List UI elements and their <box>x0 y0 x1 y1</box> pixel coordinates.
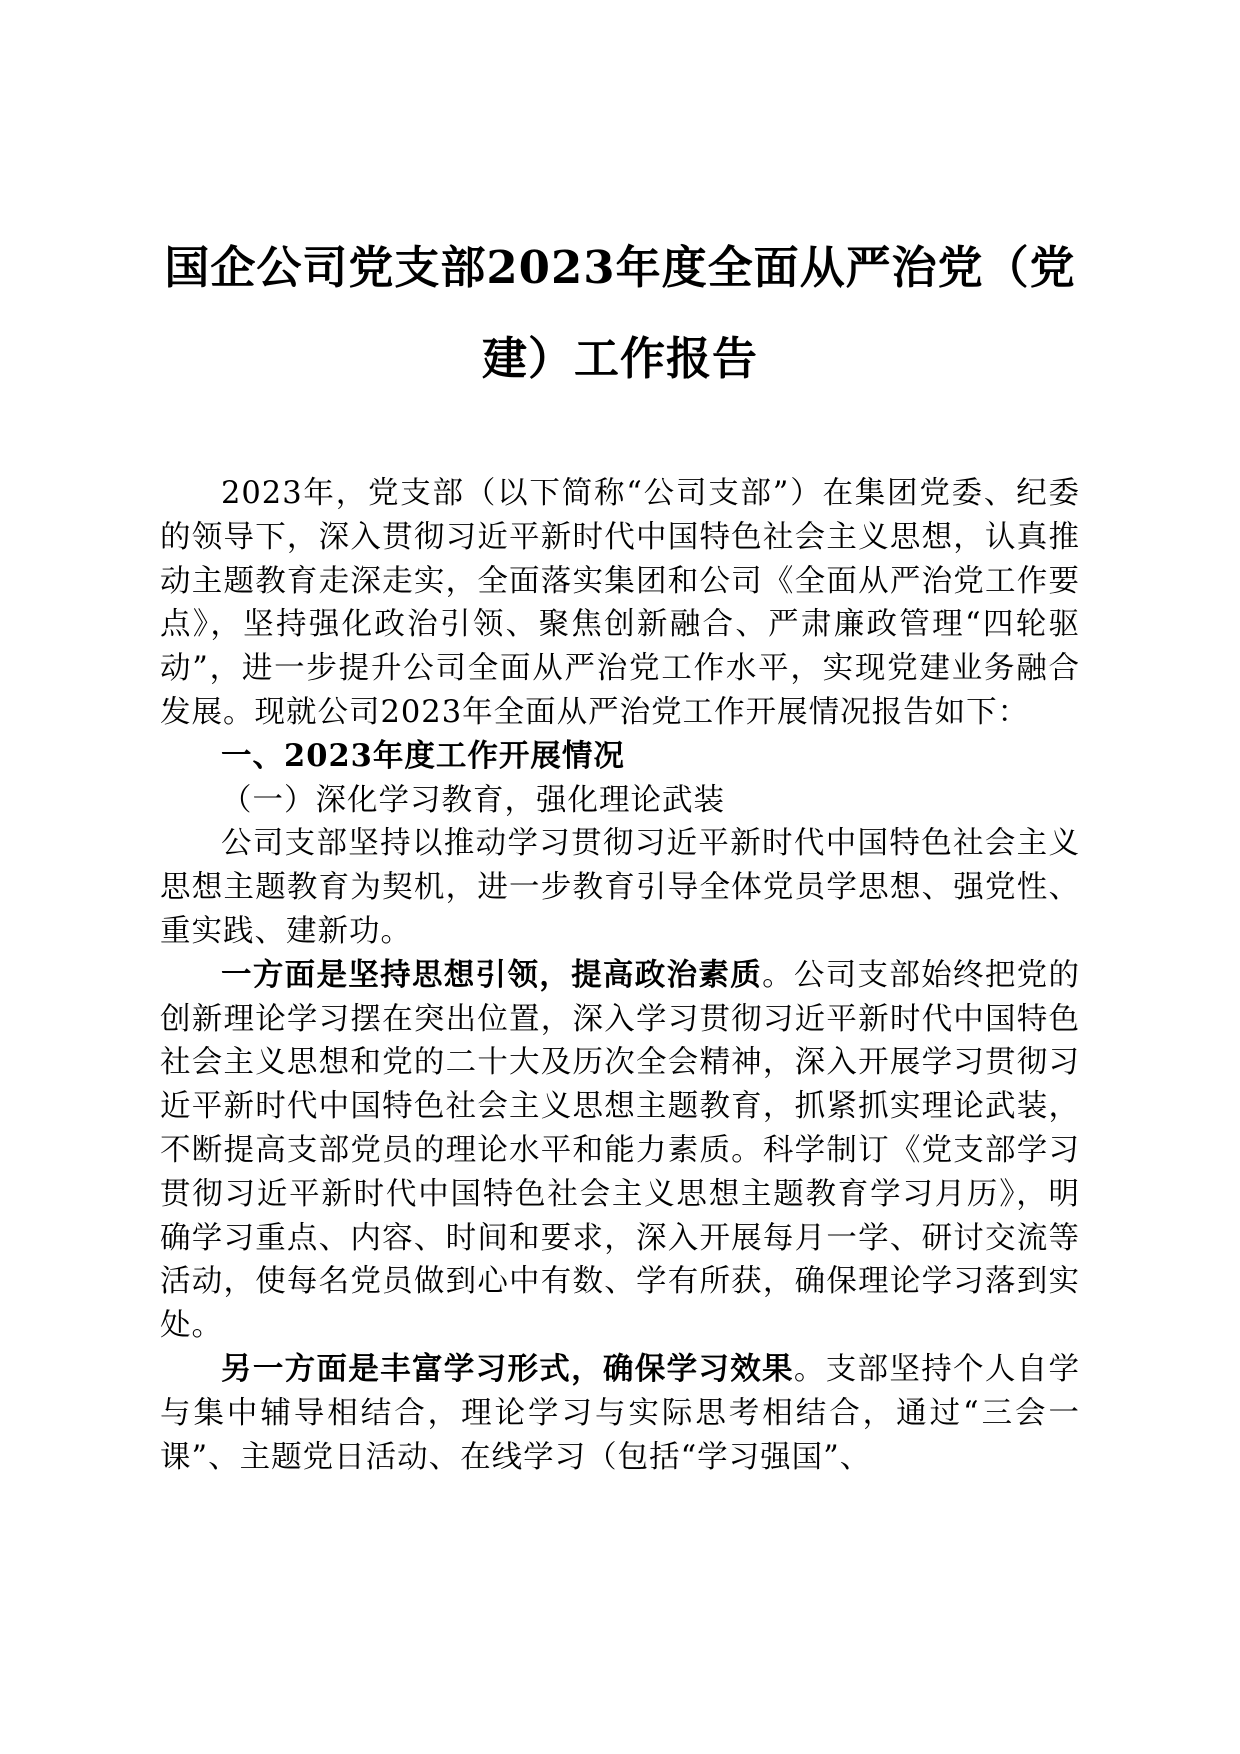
point-two-text: 。支部坚持个人自学与集中辅导相结合，理论学习与实际思考相结合，通过“三会一课”、主题党日活动、在线学习（包括“学习强国”、 <box>160 1351 1081 1475</box>
subsection-heading: （一）深化学习教育，强化理论武装 <box>221 782 725 818</box>
subsection-intro-paragraph: 公司支部坚持以推动学习贯彻习近平新时代中国特色社会主义思想主题教育为契机，进一步教育引导全体党员学思想、强党性、重实践、建新功。 <box>160 826 1080 949</box>
document-body <box>160 472 1080 1479</box>
point-two-lead: 另一方面是丰富学习形式，确保学习效果 <box>221 1350 794 1387</box>
point-one-lead: 一方面是坚持思想引领，提高政治素质 <box>221 956 763 993</box>
point-one-text: 。公司支部始终把党的创新理论学习摆在突出位置，深入学习贯彻习近平新时代中国特色社会主义思想和党的二十大及历次全会精神，深入开展学习贯彻习近平新时代中国特色社会主义思想主题教育，抓紧抓实理论武装，不断提高支部党员的理论水平和能力素质。科学制订《党支部学习贯彻习近平新时代中国特色社会主义思想主题教育学习月历》，明确学习重点、内容、时间和要求，深入开展每月一学、研讨交流等活动，使每名党员做到心中有数、学有所获，确保理论学习落到实处。 <box>160 957 1081 1344</box>
point-two-paragraph <box>160 1348 1080 1479</box>
intro-paragraph: 2023年，党支部（以下简称“公司支部”）在集团党委、纪委的领导下，深入贯彻习近平新时代中国特色社会主义思想，认真推动主题教育走深走实，全面落实集团和公司《全面从严治党工作要点》，坚持强化政治引领、聚焦创新融合、严肃廉政管理“四轮驱动”，进一步提升公司全面从严治党工作水平，实现党建业务融合发展。现就公司2023年全面从严治党工作开展情况报告如下： <box>160 476 1080 730</box>
document-title: 国企公司党支部2023年度全面从严治党（党建）工作报告 <box>164 241 1076 385</box>
section-heading: 一、2023年度工作开展情况 <box>221 737 625 774</box>
point-one-paragraph <box>160 954 1080 1348</box>
